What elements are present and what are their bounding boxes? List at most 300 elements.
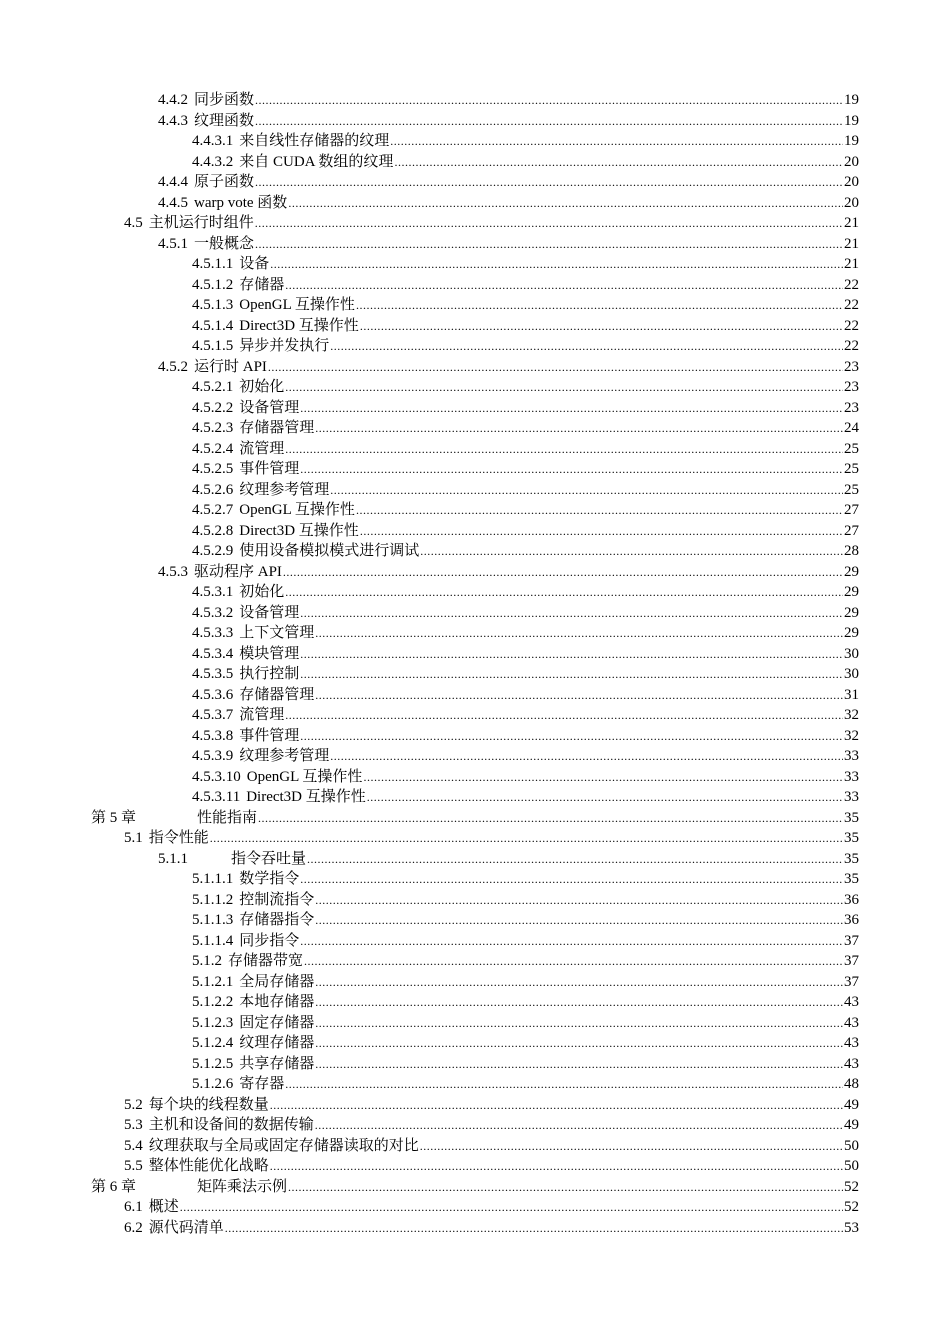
toc-entry-title: 同步函数 [194, 92, 255, 108]
toc-entry[interactable] [0, 316, 950, 337]
toc-entry[interactable] [0, 172, 950, 193]
toc-entry[interactable] [0, 787, 950, 808]
toc-entry-title: 指令性能 [148, 830, 209, 846]
toc-entry-title: 每个块的线程数量 [148, 1096, 269, 1113]
dot-leader [300, 869, 843, 890]
toc-page-number: 32 [844, 707, 859, 723]
dot-leader [288, 1177, 843, 1198]
toc-entry-number: 4.5.1.4 [192, 317, 234, 334]
toc-entry-title: 纹理参考管理 [239, 748, 330, 764]
toc-entry[interactable] [0, 193, 950, 214]
toc-entry-number: 4.5.1.3 [192, 297, 234, 313]
toc-entry-heading [192, 439, 284, 460]
toc-entry-line [192, 541, 859, 562]
toc-entry[interactable] [0, 90, 950, 111]
toc-entry-number: 4.5.3.5 [192, 666, 234, 682]
dot-leader [360, 521, 843, 542]
toc-entry-heading [192, 152, 393, 173]
toc-page-number: 22 [844, 276, 859, 293]
dot-leader [270, 1156, 843, 1177]
toc-entry-number: 6.2 [124, 1219, 143, 1236]
toc-entry-title: 固定存储器 [239, 1014, 315, 1031]
toc-entry[interactable] [0, 521, 950, 542]
toc-entry-line [192, 398, 859, 419]
toc-entry-heading [192, 521, 359, 542]
toc-entry-line [192, 582, 859, 603]
toc-entry[interactable] [0, 377, 950, 398]
dot-leader [390, 131, 843, 152]
toc-entry[interactable] [0, 1115, 950, 1136]
toc-entry-number: 4.4.5 [158, 194, 188, 211]
toc-entry[interactable] [0, 1136, 950, 1157]
toc-page-number: 25 [844, 440, 859, 457]
toc-entry-number: 4.5.2.1 [192, 379, 234, 395]
dot-leader [315, 1115, 843, 1136]
toc-entry-line [124, 1136, 859, 1157]
toc-entry-title: 整体性能优化战略 [148, 1158, 269, 1174]
toc-entry-number: 5.1 [124, 830, 143, 846]
toc-entry-heading [91, 1177, 287, 1198]
toc-entry-number: 4.5.3.6 [192, 686, 234, 703]
toc-entry-title: 同步指令 [239, 932, 300, 949]
toc-entry-title: 性能指南 [197, 809, 258, 826]
toc-entry-title: 驱动程序 API [194, 563, 282, 580]
toc-entry-number: 5.2 [124, 1096, 143, 1113]
toc-entry-line [158, 849, 859, 870]
toc-entry-title: 纹理获取与全局或固定存储器读取的对比 [148, 1137, 419, 1154]
dot-leader [315, 972, 843, 993]
toc-entry-title: 共享存储器 [239, 1055, 315, 1072]
toc-page-number: 52 [844, 1199, 859, 1215]
toc-entry-number: 4.5.3.1 [192, 584, 234, 600]
toc-page-number: 23 [844, 379, 859, 395]
toc-entry-number: 4.4.3.1 [192, 133, 234, 149]
dot-leader [288, 193, 843, 214]
toc-entry[interactable] [0, 111, 950, 132]
toc-entry-number: 6.1 [124, 1199, 143, 1215]
toc-entry-line [91, 808, 859, 829]
toc-chapter-entry[interactable] [0, 808, 950, 829]
toc-entry-line [192, 992, 859, 1013]
toc-entry-heading [158, 172, 254, 193]
dot-leader [300, 644, 843, 665]
dot-leader [330, 480, 843, 501]
toc-entry[interactable] [0, 1218, 950, 1239]
toc-page-number: 28 [844, 543, 859, 559]
toc-entry-heading [192, 931, 299, 952]
toc-entry-line [192, 623, 859, 644]
toc-entry[interactable] [0, 849, 950, 870]
toc-entry[interactable] [0, 910, 950, 931]
toc-entry-title: 运行时 API [194, 358, 267, 375]
toc-entry-title: 存储器管理 [239, 420, 315, 436]
toc-entry-number: 4.5.2.8 [192, 522, 234, 539]
dot-leader [300, 398, 843, 419]
dot-leader [300, 603, 843, 624]
dot-leader [255, 111, 843, 132]
toc-entry[interactable] [0, 1033, 950, 1054]
toc-entry-title: 概述 [148, 1199, 179, 1215]
toc-entry-title: 事件管理 [239, 461, 300, 477]
toc-entry-heading [158, 357, 267, 378]
toc-entry-title: 存储器指令 [239, 912, 315, 928]
toc-entry-line [124, 1218, 859, 1239]
dot-leader [304, 951, 843, 972]
dot-leader [315, 685, 843, 706]
toc-entry[interactable] [0, 480, 950, 501]
toc-entry[interactable] [0, 623, 950, 644]
toc-entry-title: OpenGL 互操作性 [246, 768, 363, 785]
toc-entry-heading [192, 767, 362, 788]
toc-entry-line [192, 890, 859, 911]
toc-entry-line [192, 705, 859, 726]
dot-leader [360, 316, 843, 337]
toc-entry[interactable] [0, 705, 950, 726]
toc-page-number: 29 [844, 604, 859, 621]
toc-entry-line [192, 767, 859, 788]
toc-entry[interactable] [0, 1054, 950, 1075]
toc-page-number: 19 [844, 112, 859, 129]
toc-entry-line [192, 131, 859, 152]
toc-entry-heading [192, 582, 284, 603]
toc-entry-number: 4.5.3.7 [192, 707, 234, 723]
toc-entry-line [192, 972, 859, 993]
toc-entry-heading [124, 828, 209, 849]
toc-page-number: 30 [844, 666, 859, 682]
toc-entry-number: 4.5.1.1 [192, 256, 234, 272]
dot-leader [255, 172, 843, 193]
toc-entry-heading [158, 193, 287, 214]
toc-page-number: 27 [844, 522, 859, 539]
toc-entry-number: 5.1.2.4 [192, 1035, 234, 1051]
toc-entry-line [192, 500, 859, 521]
toc-entry[interactable] [0, 418, 950, 439]
toc-entry[interactable] [0, 295, 950, 316]
toc-entry-heading [192, 459, 299, 480]
toc-entry[interactable] [0, 254, 950, 275]
toc-entry-heading [192, 1074, 284, 1095]
toc-page-number: 33 [844, 789, 859, 805]
dot-leader [285, 275, 843, 296]
toc-page-number: 31 [844, 686, 859, 703]
toc-page-number: 19 [844, 92, 859, 108]
dot-leader [210, 828, 843, 849]
toc-entry-title: 存储器 [239, 276, 285, 293]
dot-leader [315, 418, 843, 439]
toc-entry[interactable] [0, 869, 950, 890]
toc-entry-title: 设备管理 [239, 604, 300, 621]
toc-entry-number: 5.1.2.3 [192, 1014, 234, 1031]
dot-leader [270, 1095, 843, 1116]
toc-entry-title: 全局存储器 [239, 973, 315, 990]
toc-entry-number: 4.5.3.9 [192, 748, 234, 764]
toc-entry-title: 存储器管理 [239, 686, 315, 703]
toc-entry-heading [124, 1136, 419, 1157]
toc-entry[interactable] [0, 234, 950, 255]
toc-entry-heading [192, 295, 355, 316]
dot-leader [394, 152, 843, 173]
toc-entry-heading [124, 1218, 224, 1239]
toc-page-number: 50 [844, 1137, 859, 1154]
dot-leader [356, 500, 843, 521]
toc-entry-heading [192, 869, 299, 890]
toc-entry-number: 5.3 [124, 1117, 143, 1133]
toc-entry-title: 主机和设备间的数据传输 [148, 1117, 314, 1133]
toc-entry-heading [124, 1095, 269, 1116]
toc-entry-line [192, 1013, 859, 1034]
toc-page-number: 35 [844, 871, 859, 887]
toc-entry-heading [192, 644, 299, 665]
toc-entry-heading [124, 1115, 314, 1136]
toc-entry-number: 4.5.3 [158, 563, 188, 580]
toc-entry-heading [158, 849, 306, 870]
toc-entry[interactable] [0, 603, 950, 624]
toc-entry-line [192, 1074, 859, 1095]
toc-entry[interactable] [0, 1156, 950, 1177]
toc-chapter-entry[interactable] [0, 1177, 950, 1198]
toc-page-number: 29 [844, 625, 859, 641]
toc-entry[interactable] [0, 1074, 950, 1095]
toc-entry-heading [192, 623, 314, 644]
toc-entry-number: 5.1.1.4 [192, 932, 234, 949]
toc-entry-number: 4.5.2.7 [192, 502, 234, 518]
toc-entry[interactable] [0, 931, 950, 952]
toc-entry[interactable] [0, 213, 950, 234]
toc-entry-number: 4.5.2.6 [192, 481, 234, 498]
toc-entry-heading [192, 336, 329, 357]
dot-leader [255, 90, 843, 111]
toc-entry-title: 矩阵乘法示例 [197, 1178, 288, 1195]
toc-entry[interactable] [0, 685, 950, 706]
dot-leader [330, 336, 843, 357]
toc-entry[interactable] [0, 828, 950, 849]
dot-leader [330, 746, 843, 767]
toc-entry-number: 第 6 章 [91, 1178, 137, 1195]
toc-entry-title: Direct3D 互操作性 [239, 317, 359, 334]
toc-page-number: 25 [844, 481, 859, 498]
toc-entry-line [124, 1115, 859, 1136]
toc-entry-heading [192, 398, 299, 419]
toc-page-number: 29 [844, 584, 859, 600]
dot-leader [367, 787, 843, 808]
toc-page-number: 53 [844, 1219, 859, 1236]
toc-entry-line [158, 357, 859, 378]
toc-entry-heading [192, 541, 419, 562]
toc-entry-title: 本地存储器 [239, 994, 315, 1010]
toc-entry[interactable] [0, 541, 950, 562]
toc-entry-number: 5.1.1 [158, 850, 188, 867]
toc-page-number: 35 [844, 809, 859, 826]
toc-entry-number: 5.5 [124, 1158, 143, 1174]
toc-entry-line [192, 295, 859, 316]
dot-leader [180, 1197, 843, 1218]
toc-page-number: 37 [844, 973, 859, 990]
toc-page-number: 20 [844, 194, 859, 211]
toc-page-number: 36 [844, 891, 859, 908]
toc-entry-title: 数学指令 [239, 871, 300, 887]
toc-entry-number: 4.5.3.3 [192, 625, 234, 641]
toc-entry-line [124, 828, 859, 849]
toc-entry-heading [192, 951, 303, 972]
toc-entry[interactable] [0, 357, 950, 378]
toc-page-number: 24 [844, 420, 859, 436]
dot-leader [300, 931, 843, 952]
toc-entry[interactable] [0, 582, 950, 603]
toc-page-number: 43 [844, 1035, 859, 1051]
toc-entry[interactable] [0, 746, 950, 767]
dot-leader [315, 1013, 843, 1034]
toc-entry-title: 原子函数 [194, 174, 255, 190]
toc-entry-line [192, 685, 859, 706]
toc-entry-number: 4.4.4 [158, 174, 188, 190]
toc-entry-heading [158, 234, 254, 255]
dot-leader [255, 213, 843, 234]
toc-entry-line [192, 726, 859, 747]
toc-entry-line [124, 213, 859, 234]
toc-entry-heading [192, 480, 329, 501]
toc-page-number: 52 [844, 1178, 859, 1195]
toc-entry[interactable] [0, 152, 950, 173]
toc-page-number: 19 [844, 133, 859, 149]
toc-entry[interactable] [0, 726, 950, 747]
toc-entry-title: 控制流指令 [239, 891, 315, 908]
toc-entry[interactable] [0, 972, 950, 993]
toc-entry-line [192, 459, 859, 480]
dot-leader [363, 767, 843, 788]
toc-page-number: 22 [844, 338, 859, 354]
dot-leader [285, 582, 843, 603]
toc-entry-number: 4.5.2.5 [192, 461, 234, 477]
toc-entry[interactable] [0, 951, 950, 972]
toc-entry-heading [192, 972, 314, 993]
toc-page-number: 30 [844, 645, 859, 662]
toc-entry[interactable] [0, 562, 950, 583]
toc-entry[interactable] [0, 644, 950, 665]
toc-page-number: 21 [844, 235, 859, 252]
toc-entry-title: warp vote 函数 [194, 194, 288, 211]
toc-entry[interactable] [0, 992, 950, 1013]
dot-leader [285, 439, 843, 460]
toc-page-number: 20 [844, 174, 859, 190]
dot-leader [420, 1136, 843, 1157]
toc-entry-number: 4.5.2 [158, 358, 188, 375]
toc-entry[interactable] [0, 336, 950, 357]
toc-entry-title: 主机运行时组件 [148, 215, 254, 231]
toc-entry-number: 4.5.2.4 [192, 440, 234, 457]
toc-page-number: 22 [844, 297, 859, 313]
toc-entry[interactable] [0, 459, 950, 480]
toc-entry-title: 设备 [239, 256, 270, 272]
toc-entry-line [192, 336, 859, 357]
toc-entry[interactable] [0, 1197, 950, 1218]
toc-entry-number: 5.4 [124, 1137, 143, 1154]
toc-entry-title: 流管理 [239, 707, 285, 723]
toc-entry-heading [192, 1013, 314, 1034]
toc-entry[interactable] [0, 500, 950, 521]
toc-entry-number: 4.5.2.3 [192, 420, 234, 436]
toc-entry-title: 指令吞吐量 [231, 850, 307, 867]
dot-leader [315, 1054, 843, 1075]
toc-entry-title: 寄存器 [239, 1076, 285, 1092]
toc-entry-line [158, 193, 859, 214]
toc-entry-line [192, 521, 859, 542]
toc-entry[interactable] [0, 439, 950, 460]
toc-entry-line [192, 603, 859, 624]
toc-entry-line [91, 1177, 859, 1198]
toc-page-number: 50 [844, 1158, 859, 1174]
toc-entry[interactable] [0, 1095, 950, 1116]
toc-entry-line [192, 480, 859, 501]
toc-entry-heading [192, 890, 314, 911]
toc-entry[interactable] [0, 275, 950, 296]
toc-entry-heading [158, 90, 254, 111]
toc-entry-heading [192, 705, 284, 726]
toc-entry-line [158, 562, 859, 583]
toc-entry-number: 5.1.2.5 [192, 1055, 234, 1072]
toc-page-number: 43 [844, 1055, 859, 1072]
toc-entry-title: 上下文管理 [239, 625, 315, 641]
toc-entry-heading [192, 1054, 314, 1075]
toc-entry[interactable] [0, 664, 950, 685]
toc-entry-heading [192, 746, 329, 767]
toc-page-number: 37 [844, 953, 859, 969]
toc-page-number: 32 [844, 727, 859, 744]
toc-entry[interactable] [0, 131, 950, 152]
toc-page-number: 37 [844, 932, 859, 949]
dot-leader [315, 992, 843, 1013]
toc-entry-number: 4.5.3.8 [192, 727, 234, 744]
toc-entry-title: OpenGL 互操作性 [239, 502, 355, 518]
toc-entry-heading [192, 1033, 314, 1054]
dot-leader [315, 623, 843, 644]
toc-entry-number: 5.1.2.2 [192, 994, 234, 1010]
toc-entry-number: 4.5.3.2 [192, 604, 234, 621]
toc-entry-heading [192, 910, 314, 931]
toc-page-number: 35 [844, 850, 859, 867]
toc-entry-heading [192, 685, 314, 706]
toc-entry-line [192, 644, 859, 665]
toc-entry-line [124, 1095, 859, 1116]
dot-leader [420, 541, 843, 562]
dot-leader [307, 849, 843, 870]
toc-entry-number: 4.5.2.2 [192, 399, 234, 416]
toc-entry-line [192, 869, 859, 890]
toc-entry-title: 纹理存储器 [239, 1035, 315, 1051]
toc-entry-title: 设备管理 [239, 399, 300, 416]
toc-entry[interactable] [0, 1013, 950, 1034]
toc-entry-title: 初始化 [239, 379, 285, 395]
toc-entry-heading [192, 992, 314, 1013]
toc-entry[interactable] [0, 767, 950, 788]
toc-entry-heading [91, 808, 257, 829]
toc-entry-line [192, 664, 859, 685]
toc-entry-heading [192, 787, 366, 808]
dot-leader [285, 377, 843, 398]
toc-entry-heading [192, 254, 269, 275]
toc-entry-heading [192, 418, 314, 439]
toc-entry-title: 使用设备模拟模式进行调试 [239, 543, 420, 559]
toc-entry-line [192, 418, 859, 439]
toc-entry[interactable] [0, 398, 950, 419]
toc-entry-title: Direct3D 互操作性 [246, 789, 366, 805]
toc-entry[interactable] [0, 890, 950, 911]
toc-entry-title: 执行控制 [239, 666, 300, 682]
toc-entry-number: 4.5.1.5 [192, 338, 234, 354]
toc-entry-heading [158, 562, 282, 583]
toc-entry-number: 4.4.3.2 [192, 153, 234, 170]
dot-leader [285, 705, 843, 726]
toc-entry-title: Direct3D 互操作性 [239, 522, 359, 539]
